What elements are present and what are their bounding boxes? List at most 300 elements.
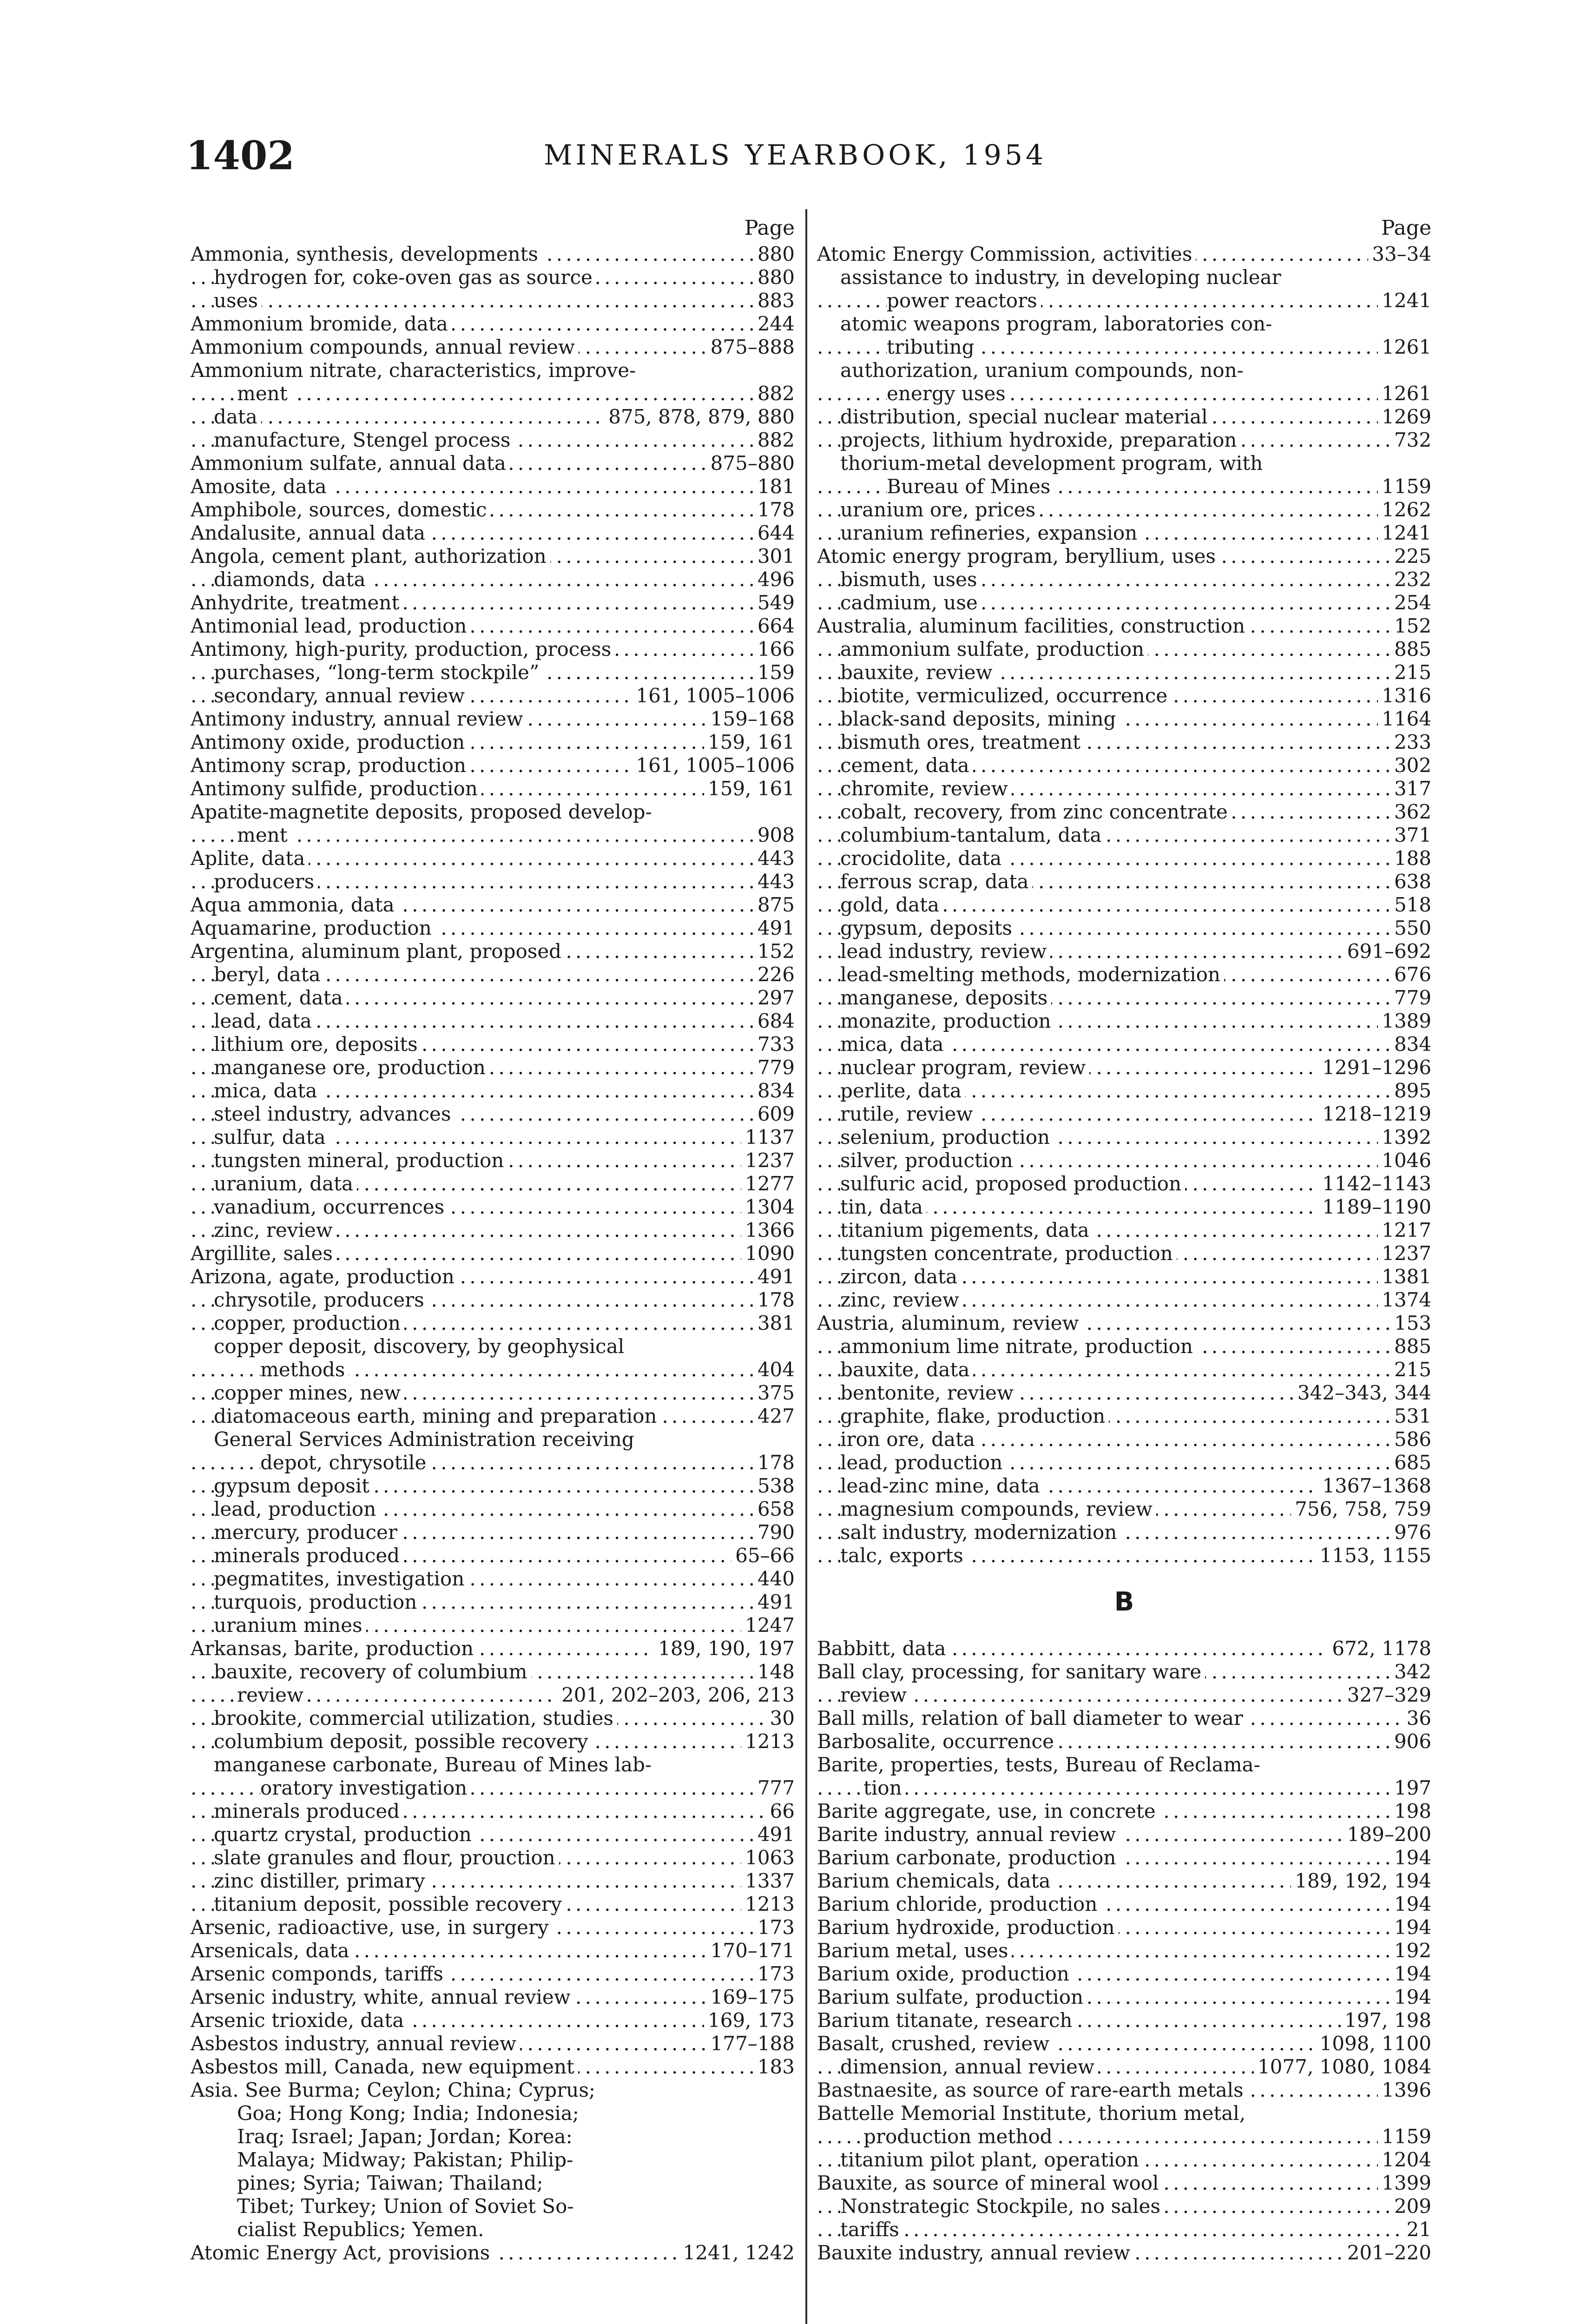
- page-reference: 538: [754, 1474, 795, 1498]
- index-term: Antimony scrap, production: [191, 754, 470, 777]
- index-term: oratory investigation: [260, 1776, 471, 1799]
- index-term: bismuth ores, treatment: [840, 731, 1084, 753]
- index-entry: [191, 707, 795, 731]
- index-entry: [191, 359, 795, 382]
- index-entry: [191, 1684, 795, 1707]
- page-reference: 976: [1390, 1521, 1431, 1544]
- index-entry: [817, 452, 1431, 475]
- page-reference: 188: [1390, 847, 1431, 870]
- index-entry: [817, 289, 1431, 312]
- page-reference: 159, 161: [704, 731, 795, 754]
- index-term: zinc, review: [840, 1288, 963, 1311]
- page-reference: 875, 878, 879, 880: [605, 405, 795, 429]
- page-reference: 885: [1390, 638, 1431, 661]
- page-reference: 178: [754, 1288, 795, 1312]
- page-reference: 189–200: [1344, 1823, 1431, 1846]
- index-term: Arsenic, radioactive, use, in surgery: [191, 1916, 553, 1939]
- index-entry: [817, 707, 1431, 731]
- index-term: Ammonium sulfate, annual data: [191, 452, 510, 475]
- index-entry: [817, 1056, 1431, 1079]
- index-entry: [817, 475, 1431, 498]
- index-term: biotite, vermiculized, occurrence: [840, 684, 1171, 707]
- index-entry: [817, 1335, 1431, 1358]
- index-entry: [817, 2032, 1431, 2055]
- index-term: sulfuric acid, proposed production: [840, 1172, 1185, 1195]
- index-term: sulfur, data: [214, 1126, 329, 1149]
- index-term: minerals produced: [214, 1800, 403, 1822]
- index-term: review: [840, 1684, 910, 1706]
- index-term: lead-zinc mine, data: [840, 1474, 1044, 1497]
- index-entry: [191, 1893, 795, 1916]
- index-entry: [817, 1637, 1431, 1660]
- index-term: mica, data: [214, 1079, 321, 1102]
- page-reference: 550: [1390, 917, 1431, 940]
- index-term: Barium sulfate, production: [817, 1986, 1087, 2008]
- page-reference: 178: [754, 1451, 795, 1474]
- index-term: copper, production: [214, 1312, 404, 1334]
- page-reference: 21: [1403, 2218, 1431, 2241]
- page-reference: 375: [754, 1381, 795, 1405]
- index-entry: [817, 1242, 1431, 1265]
- index-entry: [191, 917, 795, 940]
- page-reference: 173: [754, 1962, 795, 1986]
- index-term: uranium ore, prices: [840, 498, 1039, 521]
- page-reference: 691–692: [1344, 940, 1431, 963]
- index-entry: [817, 2055, 1431, 2079]
- page-reference: 885: [1390, 1335, 1431, 1358]
- index-entry: [191, 731, 795, 754]
- index-term: crocidolite, data: [840, 847, 1005, 870]
- index-entry: [817, 429, 1431, 452]
- page-reference: 302: [1390, 754, 1431, 777]
- page-reference: 1217: [1378, 1219, 1431, 1242]
- index-term: copper deposit, discovery, by geophysical: [214, 1335, 628, 1358]
- index-term: Aqua ammonia, data: [191, 893, 398, 916]
- index-entry: [191, 1149, 795, 1172]
- index-entry: [817, 847, 1431, 870]
- index-entry: [191, 1986, 795, 2009]
- index-term: dimension, annual review: [840, 2055, 1098, 2078]
- page-reference: 161, 1005–1006: [632, 684, 795, 707]
- index-term: General Services Administration receiving: [214, 1428, 638, 1451]
- index-term: Arsenic industry, white, annual review: [191, 1986, 574, 2008]
- page-reference: 1189–1190: [1318, 1195, 1431, 1219]
- index-entry: [817, 2172, 1431, 2195]
- index-entry: [817, 1869, 1431, 1893]
- index-entry: [191, 1079, 795, 1103]
- index-term: ment: [237, 824, 291, 846]
- page-reference: 183: [754, 2055, 795, 2079]
- index-entry: [191, 1428, 795, 1451]
- index-term: bauxite, review: [840, 661, 996, 684]
- index-term: beryl, data: [214, 963, 324, 986]
- index-term: energy uses: [887, 382, 1009, 405]
- index-term: quartz crystal, production: [214, 1823, 475, 1846]
- index-term: authorization, uranium compounds, non-: [840, 359, 1247, 382]
- index-term: chrysotile, producers: [214, 1288, 428, 1311]
- index-entry: [191, 2032, 795, 2055]
- index-entry: [191, 1056, 795, 1079]
- page-reference: 1213: [741, 1730, 795, 1753]
- index-term: lead industry, review: [840, 940, 1050, 963]
- page-reference: 152: [754, 940, 795, 963]
- index-term: Bastnaesite, as source of rare-earth metals: [817, 2079, 1247, 2101]
- page-reference: 882: [754, 382, 795, 405]
- page-reference: 254: [1390, 591, 1431, 614]
- index-term: vanadium, occurrences: [214, 1195, 448, 1218]
- page-reference: 906: [1390, 1730, 1431, 1753]
- index-entry: [191, 1776, 795, 1800]
- index-term: Bauxite, as source of mineral wool: [817, 2172, 1162, 2194]
- page-reference: 1367–1368: [1318, 1474, 1431, 1498]
- index-term: minerals produced: [214, 1544, 403, 1567]
- index-term: titanium pigements, data: [840, 1219, 1093, 1241]
- index-term: columbium deposit, possible recovery: [214, 1730, 592, 1753]
- page-reference: 658: [754, 1498, 795, 1521]
- page-reference: 834: [1390, 1033, 1431, 1056]
- index-entry: [817, 2218, 1431, 2241]
- index-entry: [817, 1428, 1431, 1451]
- index-entry: [817, 568, 1431, 591]
- index-term: bentonite, review: [840, 1381, 1017, 1404]
- page-reference: 371: [1390, 824, 1431, 847]
- index-term: rutile, review: [840, 1103, 976, 1125]
- index-entry: [817, 731, 1431, 754]
- page-reference: 777: [754, 1776, 795, 1800]
- index-term: selenium, production: [840, 1126, 1054, 1149]
- index-entry: [191, 545, 795, 568]
- index-entry: [817, 336, 1431, 359]
- index-entry: [191, 1381, 795, 1405]
- index-entry: [191, 2218, 795, 2241]
- index-entry: [817, 1126, 1431, 1149]
- page-reference: 404: [754, 1358, 795, 1381]
- index-term: uses: [214, 289, 262, 312]
- page-reference: 1241, 1242: [679, 2241, 795, 2265]
- index-entry: [191, 591, 795, 614]
- page-reference: 1291–1296: [1318, 1056, 1431, 1079]
- index-term: Antimonial lead, production: [191, 614, 470, 637]
- index-term: tariffs: [840, 2218, 903, 2241]
- index-term: distribution, special nuclear material: [840, 405, 1212, 428]
- index-term: diamonds, data: [214, 568, 369, 591]
- index-entry: [817, 1707, 1431, 1730]
- page-reference: 1218–1219: [1318, 1103, 1431, 1126]
- index-entry: [191, 963, 795, 986]
- index-entry: [191, 405, 795, 429]
- page-reference: 875–888: [707, 336, 795, 359]
- page-reference: 491: [754, 1265, 795, 1288]
- index-entry: [191, 429, 795, 452]
- index-term: hydrogen for, coke-oven gas as source: [214, 266, 596, 289]
- index-term: Barium chloride, production: [817, 1893, 1101, 1915]
- index-entry: [191, 1916, 795, 1939]
- page-reference: 1374: [1378, 1288, 1431, 1312]
- index-entry: [191, 522, 795, 545]
- index-term: Barite aggregate, use, in concrete: [817, 1800, 1160, 1822]
- page-reference: 1063: [741, 1846, 795, 1869]
- index-term: Ball clay, processing, for sanitary ware: [817, 1660, 1205, 1683]
- index-term: tributing: [887, 336, 978, 358]
- index-entry: [191, 777, 795, 800]
- index-entry: [817, 1381, 1431, 1405]
- index-entry: [817, 2241, 1431, 2265]
- index-term: tungsten concentrate, production: [840, 1242, 1177, 1265]
- index-entry: [191, 638, 795, 661]
- index-column-left: [191, 214, 795, 2265]
- index-entry: [817, 1730, 1431, 1753]
- index-term: Anhydrite, treatment: [191, 591, 403, 614]
- page-reference: 779: [754, 1056, 795, 1079]
- page-reference: 1137: [741, 1126, 795, 1149]
- index-term: titanium pilot plant, operation: [840, 2148, 1143, 2171]
- index-term: Arsenicals, data: [191, 1939, 353, 1962]
- index-entry: [817, 2102, 1431, 2125]
- index-entry: [817, 1079, 1431, 1103]
- index-entry: [817, 1312, 1431, 1335]
- index-term: manganese ore, production: [214, 1056, 489, 1079]
- index-entry: [191, 312, 795, 336]
- index-entry: [191, 475, 795, 498]
- index-term: Amphibole, sources, domestic: [191, 498, 491, 521]
- index-term: bauxite, recovery of columbium: [214, 1660, 531, 1683]
- index-entry: [817, 963, 1431, 986]
- index-term: Angola, cement plant, authorization: [191, 545, 550, 568]
- index-entry: [191, 1730, 795, 1753]
- index-term: cobalt, recovery, from zinc concentrate: [840, 800, 1232, 823]
- index-entry: [817, 1660, 1431, 1684]
- index-entry: [191, 1846, 795, 1869]
- index-term: zircon, data: [840, 1265, 961, 1288]
- index-entry: [817, 382, 1431, 405]
- column-divider: [805, 209, 807, 2324]
- index-entry: [817, 777, 1431, 800]
- index-entry: [191, 1126, 795, 1149]
- page-reference: 297: [754, 986, 795, 1010]
- index-term: gold, data: [840, 893, 943, 916]
- page-reference: 215: [1390, 661, 1431, 684]
- index-term: monazite, production: [840, 1010, 1055, 1032]
- page-reference: 779: [1390, 986, 1431, 1010]
- index-entry: [191, 1753, 795, 1776]
- index-entry: [817, 800, 1431, 824]
- page-reference: 226: [754, 963, 795, 986]
- index-term: Arsenic componds, tariffs: [191, 1962, 447, 1985]
- index-entry: [191, 614, 795, 638]
- index-term: manganese carbonate, Bureau of Mines lab-: [214, 1753, 655, 1776]
- page-reference: 159, 161: [704, 777, 795, 800]
- index-entry: [191, 2241, 795, 2265]
- page-reference: 1046: [1378, 1149, 1431, 1172]
- page-reference: 908: [754, 824, 795, 847]
- index-entry: [191, 2009, 795, 2032]
- index-term: bauxite, data: [840, 1358, 973, 1381]
- index-term: Barite industry, annual review: [817, 1823, 1120, 1846]
- index-term: Asbestos industry, annual review: [191, 2032, 520, 2055]
- page-reference: 1237: [741, 1149, 795, 1172]
- index-term: lithium ore, deposits: [214, 1033, 422, 1056]
- page-reference: 443: [754, 870, 795, 893]
- index-term: Bureau of Mines: [887, 475, 1054, 498]
- index-entry: [817, 2148, 1431, 2172]
- index-entry: [191, 1521, 795, 1544]
- index-term: review: [237, 1684, 307, 1706]
- index-term: Arkansas, barite, production: [191, 1637, 477, 1660]
- index-entry: [191, 2172, 795, 2195]
- page-reference: 177–188: [707, 2032, 795, 2055]
- page-reference: 327–329: [1344, 1684, 1431, 1707]
- page-reference: 225: [1390, 545, 1431, 568]
- index-term: tungsten mineral, production: [214, 1149, 507, 1172]
- page-reference: 1337: [741, 1869, 795, 1893]
- index-term: Arizona, agate, production: [191, 1265, 458, 1288]
- index-entry: [191, 1405, 795, 1428]
- page-reference: 170–171: [707, 1939, 795, 1962]
- page-column-label: Page: [1381, 216, 1431, 240]
- index-term: pines; Syria; Taiwan; Thailand;: [237, 2172, 547, 2194]
- page-reference: 197, 198: [1341, 2009, 1431, 2032]
- page-reference: 664: [754, 614, 795, 638]
- index-entry: [191, 1195, 795, 1219]
- index-entry: [191, 336, 795, 359]
- index-term: talc, exports: [840, 1544, 967, 1567]
- index-term: secondary, annual review: [214, 684, 468, 707]
- index-term: Austria, aluminum, review: [817, 1312, 1082, 1334]
- page-reference: 644: [754, 522, 795, 545]
- index-entry: [817, 870, 1431, 893]
- page-reference: 1261: [1378, 336, 1431, 359]
- page-reference: 882: [754, 429, 795, 452]
- index-entry: [817, 661, 1431, 684]
- page-reference: 1077, 1080, 1084: [1254, 2055, 1431, 2079]
- index-term: brookite, commercial utilization, studies: [214, 1707, 617, 1730]
- page-reference: 1316: [1378, 684, 1431, 707]
- dot-leader: [817, 2218, 1431, 2241]
- index-term: Battelle Memorial Institute, thorium metal,: [817, 2102, 1249, 2125]
- index-entry: [191, 684, 795, 707]
- page-reference: 173: [754, 1916, 795, 1939]
- index-entry: [191, 2195, 795, 2218]
- page-reference: 301: [754, 545, 795, 568]
- index-entry: [817, 591, 1431, 614]
- page-reference: 317: [1390, 777, 1431, 800]
- index-term: Asbestos mill, Canada, new equipment: [191, 2055, 578, 2078]
- index-entry: [191, 1312, 795, 1335]
- index-entry: [191, 1660, 795, 1684]
- index-term: assistance to industry, in developing nuclear: [840, 266, 1285, 289]
- index-entry: [191, 1265, 795, 1288]
- index-term: Australia, aluminum facilities, construction: [817, 614, 1249, 637]
- page-reference: 732: [1390, 429, 1431, 452]
- index-term: salt industry, modernization: [840, 1521, 1120, 1544]
- index-term: atomic weapons program, laboratories con-: [840, 312, 1276, 335]
- page-reference: 169–175: [707, 1986, 795, 2009]
- index-entry: [817, 2125, 1431, 2148]
- index-entries-left: [191, 243, 795, 2265]
- page-reference: 518: [1390, 893, 1431, 917]
- page-reference: 181: [754, 475, 795, 498]
- index-term: magnesium compounds, review: [840, 1498, 1156, 1520]
- index-term: graphite, flake, production: [840, 1405, 1109, 1427]
- page-reference: 66: [766, 1800, 795, 1823]
- page-reference: 1261: [1378, 382, 1431, 405]
- page-reference: 194: [1390, 1893, 1431, 1916]
- index-entry: [191, 266, 795, 289]
- page-reference: 531: [1390, 1405, 1431, 1428]
- index-term: Barium titanate, research: [817, 2009, 1076, 2032]
- page-reference: 1247: [741, 1614, 795, 1637]
- page-reference: 342–343, 344: [1294, 1381, 1431, 1405]
- index-term: mica, data: [840, 1033, 947, 1056]
- index-term: depot, chrysotile: [260, 1451, 430, 1474]
- dot-leader: [191, 289, 795, 312]
- index-term: lead, data: [214, 1010, 316, 1032]
- index-entry: [817, 1172, 1431, 1195]
- index-term: Iraq; Israel; Japan; Jordan; Korea:: [237, 2125, 576, 2148]
- index-entry: [817, 1451, 1431, 1474]
- index-term: copper mines, new: [214, 1381, 404, 1404]
- page-reference: 1392: [1378, 1126, 1431, 1149]
- running-title: MINERALS YEARBOOK, 1954: [544, 139, 1047, 172]
- index-entry: [191, 893, 795, 917]
- page-reference: 189, 190, 197: [654, 1637, 795, 1660]
- index-term: columbium-tantalum, data: [840, 824, 1105, 846]
- page-reference: 381: [754, 1312, 795, 1335]
- index-entry: [191, 1567, 795, 1591]
- index-term: Ammonium nitrate, characteristics, improve-: [191, 359, 639, 382]
- page-reference: 201–220: [1344, 2241, 1431, 2265]
- index-term: mercury, producer: [214, 1521, 401, 1544]
- page-reference: 733: [754, 1033, 795, 1056]
- index-term: purchases, “long-term stockpile”: [214, 661, 543, 684]
- index-entry: [191, 847, 795, 870]
- index-entry: [817, 893, 1431, 917]
- index-term: Antimony, high-purity, production, process: [191, 638, 615, 660]
- index-term: uranium, data: [214, 1172, 357, 1195]
- index-term: pegmatites, investigation: [214, 1567, 468, 1590]
- index-entry: [191, 870, 795, 893]
- index-entry: [817, 1962, 1431, 1986]
- index-entry: [191, 1358, 795, 1381]
- index-entry: [191, 382, 795, 405]
- index-term: gypsum deposit: [214, 1474, 373, 1497]
- index-term: Ball mills, relation of ball diameter to wear: [817, 1707, 1247, 1730]
- index-term: ammonium lime nitrate, production: [840, 1335, 1197, 1358]
- index-term: nuclear program, review: [840, 1056, 1089, 1079]
- index-entry: [817, 1916, 1431, 1939]
- page-reference: 685: [1390, 1451, 1431, 1474]
- index-entry: [817, 986, 1431, 1010]
- index-entry: [817, 1033, 1431, 1056]
- index-entry: [191, 986, 795, 1010]
- index-term: cadmium, use: [840, 591, 982, 614]
- index-term: Malaya; Midway; Pakistan; Philip-: [237, 2148, 577, 2171]
- page-reference: 496: [754, 568, 795, 591]
- index-term: Barium hydroxide, production: [817, 1916, 1119, 1939]
- page-number: 1402: [186, 132, 295, 178]
- page-reference: 609: [754, 1103, 795, 1126]
- index-term: Apatite-magnetite deposits, proposed develop-: [191, 800, 656, 823]
- index-term: manufacture, Stengel process: [214, 429, 514, 451]
- index-term: Bauxite industry, annual review: [817, 2241, 1134, 2264]
- index-entry: [817, 1986, 1431, 2009]
- page-reference: 1090: [741, 1242, 795, 1265]
- index-term: Antimony industry, annual review: [191, 707, 527, 730]
- index-term: data: [214, 405, 261, 428]
- page-reference: 1381: [1378, 1265, 1431, 1288]
- page-reference: 215: [1390, 1358, 1431, 1381]
- index-entry: [817, 243, 1431, 266]
